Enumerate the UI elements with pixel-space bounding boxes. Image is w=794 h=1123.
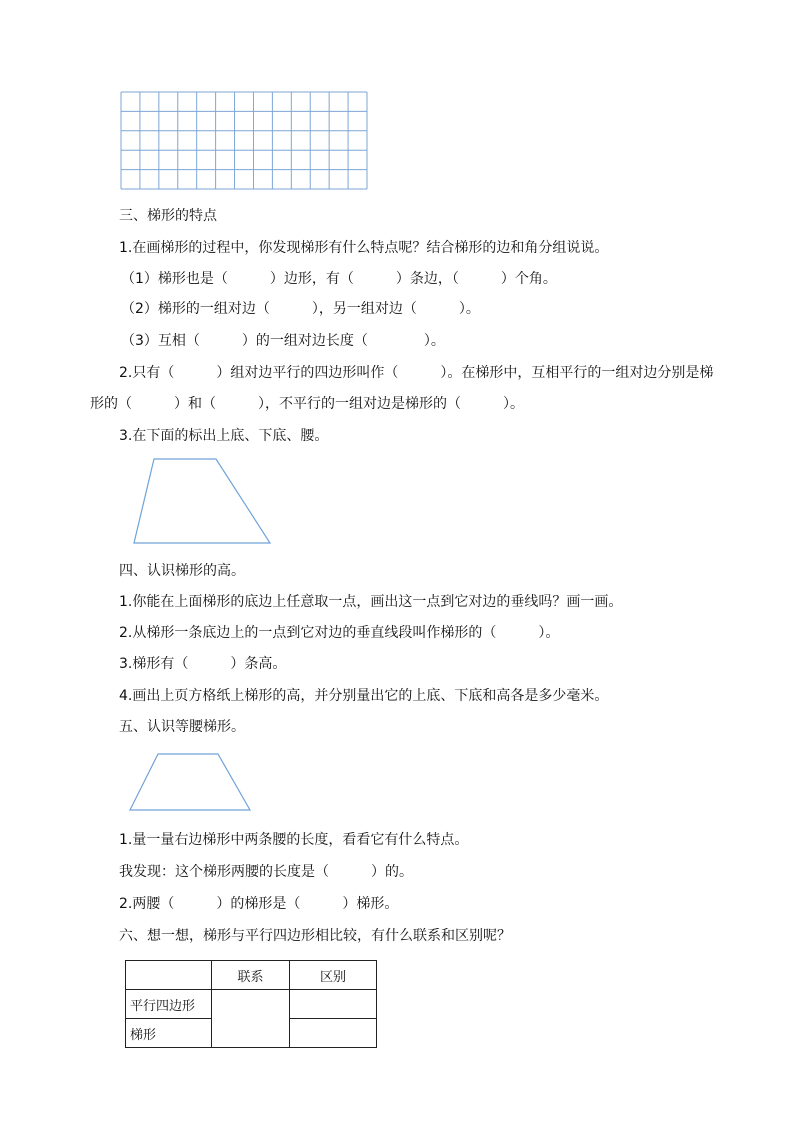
table-row-label-trapezoid: 梯形 xyxy=(126,1019,212,1048)
section4-q3: 3.梯形有（ ）条高。 xyxy=(119,656,287,672)
section5-finding: 我发现：这个梯形两腰的长度是（ ）的。 xyxy=(119,864,413,880)
section3-q2-line2: 形的（ ）和（ ），不平行的一组对边是梯形的（ ）。 xyxy=(90,396,524,412)
table-header-empty xyxy=(126,961,212,990)
section4-q4: 4.画出上页方格纸上梯形的高，并分别量出它的上底、下底和高各是多少毫米。 xyxy=(119,688,609,704)
trapezoid-figure xyxy=(130,455,275,550)
section5-q1: 1.量一量右边梯形中两条腰的长度，看看它有什么特点。 xyxy=(119,832,469,848)
section5-title: 五、认识等腰梯形。 xyxy=(119,719,245,735)
section3-q1-2: （2）梯形的一组对边（ ），另一组对边（ ）。 xyxy=(121,301,480,317)
table-cell-connection[interactable] xyxy=(212,990,290,1048)
section4-q1: 1.你能在上面梯形的底边上任意取一点，画出这一点到它对边的垂线吗？画一画。 xyxy=(119,594,623,610)
section5-q2: 2.两腰（ ）的梯形是（ ）梯形。 xyxy=(119,896,399,912)
section3-q1-3: （3）互相（ ）的一组对边长度（ ）。 xyxy=(121,333,445,349)
section3-q3: 3.在下面的标出上底、下底、腰。 xyxy=(119,428,329,444)
section4-q2: 2.从梯形一条底边上的一点到它对边的垂直线段叫作梯形的（ ）。 xyxy=(119,625,560,641)
table-header-difference: 区别 xyxy=(290,961,377,990)
table-header-row xyxy=(126,961,377,990)
isosceles-trapezoid-figure xyxy=(126,750,256,815)
section4-title: 四、认识梯形的高。 xyxy=(119,563,245,579)
section3-q1: 1.在画梯形的过程中，你发现梯形有什么特点呢？结合梯形的边和角分组说说。 xyxy=(119,240,609,256)
table-row-label-parallelogram: 平行四边形 xyxy=(126,990,212,1019)
section3-title: 三、梯形的特点 xyxy=(119,208,217,224)
section3-q1-1: （1）梯形也是（ ）边形，有（ ）条边，（ ）个角。 xyxy=(121,271,557,287)
table-row xyxy=(126,990,377,1019)
section6-title: 六、想一想，梯形与平行四边形相比较，有什么联系和区别呢？ xyxy=(119,928,511,944)
section3-q2-line1: 2.只有（ ）组对边平行的四边形叫作（ ）。在梯形中，互相平行的一组对边分别是梯 xyxy=(119,365,714,381)
table-cell-difference-trapezoid[interactable] xyxy=(290,1019,377,1048)
table-cell-difference-parallelogram[interactable] xyxy=(290,990,377,1019)
table-header-connection: 联系 xyxy=(212,961,290,990)
grid-paper xyxy=(120,91,370,191)
comparison-table xyxy=(125,960,377,1048)
